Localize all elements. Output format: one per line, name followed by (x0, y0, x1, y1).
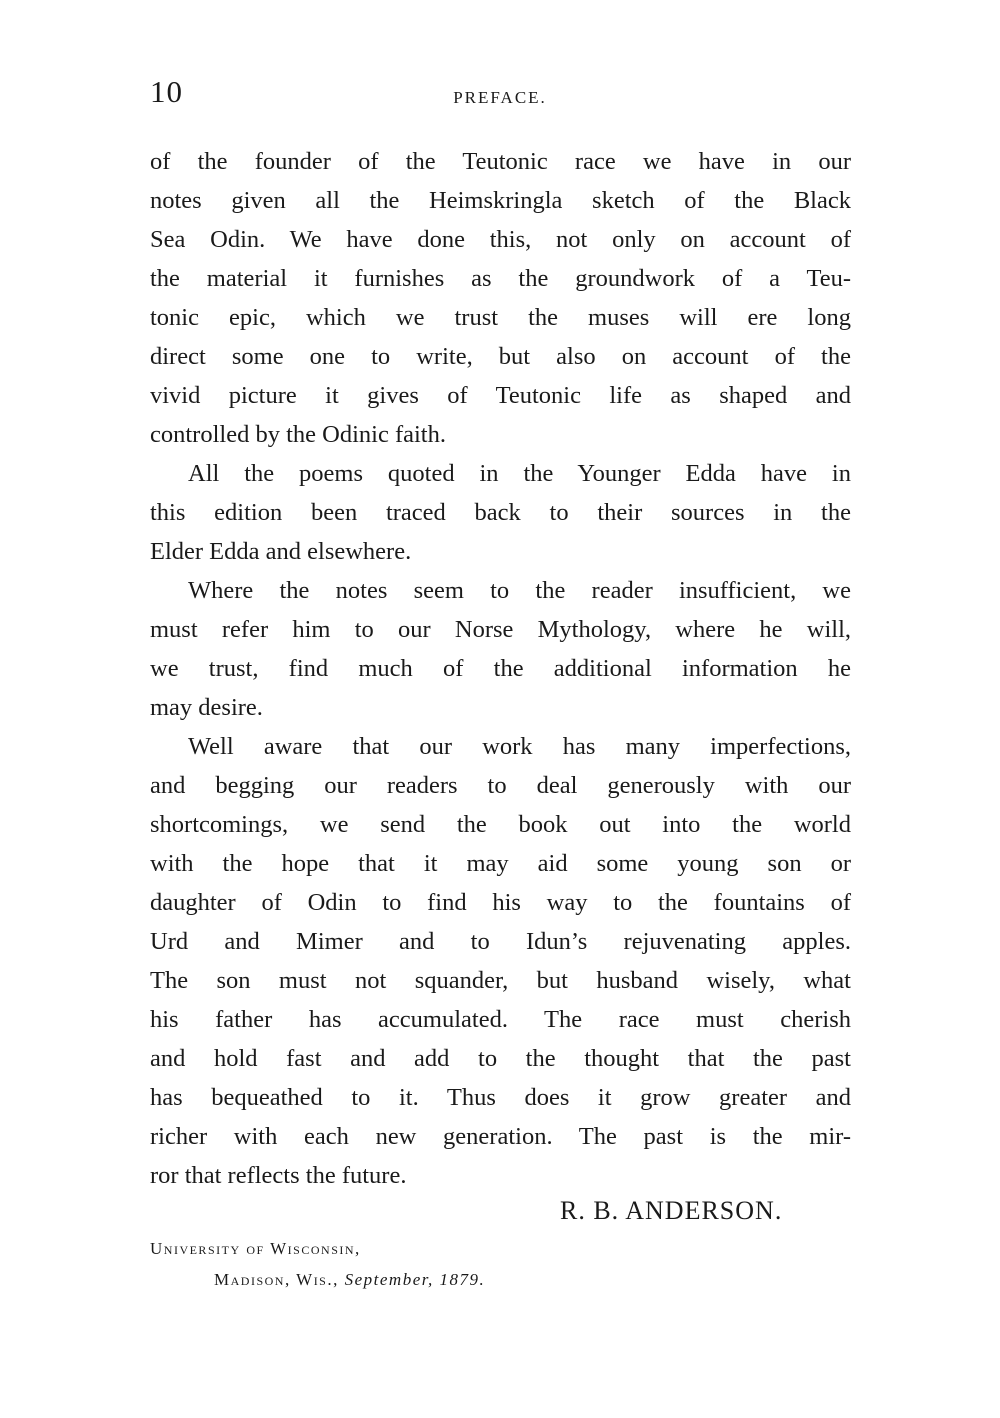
text-line: shortcomings, we send the book out into the world (150, 811, 851, 838)
text-line: this edition been traced back to their sources in the (150, 499, 851, 526)
text-line: Sea Odin. We have done this, not only on account of (150, 226, 851, 253)
text-line: has bequeathed to it. Thus does it grow greater and (150, 1084, 851, 1111)
text-line: the material it furnishes as the groundwork of a Teu- (150, 265, 851, 292)
text-line: and hold fast and add to the thought that the past (150, 1045, 851, 1072)
text-line: we trust, find much of the additional information he (150, 655, 851, 682)
text-line: All the poems quoted in the Younger Edda have in (188, 460, 851, 487)
text-line: notes given all the Heimskringla sketch of the Black (150, 187, 851, 214)
page-number: 10 (150, 74, 183, 109)
paragraph-2 (150, 454, 851, 571)
text-line: with the hope that it may aid some young son or (150, 850, 851, 877)
text-line: ror that reflects the future. (150, 1162, 407, 1189)
date-text: September, 1879. (344, 1270, 486, 1289)
body-text (150, 142, 851, 1195)
author-signature: R. B. ANDERSON. (560, 1196, 783, 1225)
text-line: must refer him to our Norse Mythology, where he will, (150, 616, 851, 643)
place-date-line (214, 1271, 485, 1288)
text-line: tonic epic, which we trust the muses will ere long (150, 304, 851, 331)
text-line: may desire. (150, 694, 263, 721)
text-line: of the founder of the Teutonic race we have in our (150, 148, 851, 175)
institution-line: University of Wisconsin, (150, 1239, 361, 1258)
paragraph-3 (150, 571, 851, 727)
text-line: Urd and Mimer and to Idun’s rejuvenating apples. (150, 928, 851, 955)
text-line: richer with each new generation. The past is the mir- (150, 1123, 851, 1150)
text-line: Well aware that our work has many imperfections, (188, 733, 851, 760)
text-line: controlled by the Odinic faith. (150, 421, 446, 448)
running-head: PREFACE. (453, 88, 547, 107)
text-line: The son must not squander, but husband wisely, what (150, 967, 851, 994)
text-line: Where the notes seem to the reader insufficient, we (188, 577, 851, 604)
text-line: and begging our readers to deal generously with our (150, 772, 851, 799)
text-line: direct some one to write, but also on account of the (150, 343, 851, 370)
text-line: vivid picture it gives of Teutonic life as shaped and (150, 382, 851, 409)
text-line: his father has accumulated. The race must cherish (150, 1006, 851, 1033)
text-line: Elder Edda and elsewhere. (150, 538, 412, 565)
city-text: Madison, Wis., (214, 1270, 339, 1289)
paragraph-1 (150, 142, 851, 454)
text-line: daughter of Odin to find his way to the fountains of (150, 889, 851, 916)
paragraph-4 (150, 727, 851, 1195)
